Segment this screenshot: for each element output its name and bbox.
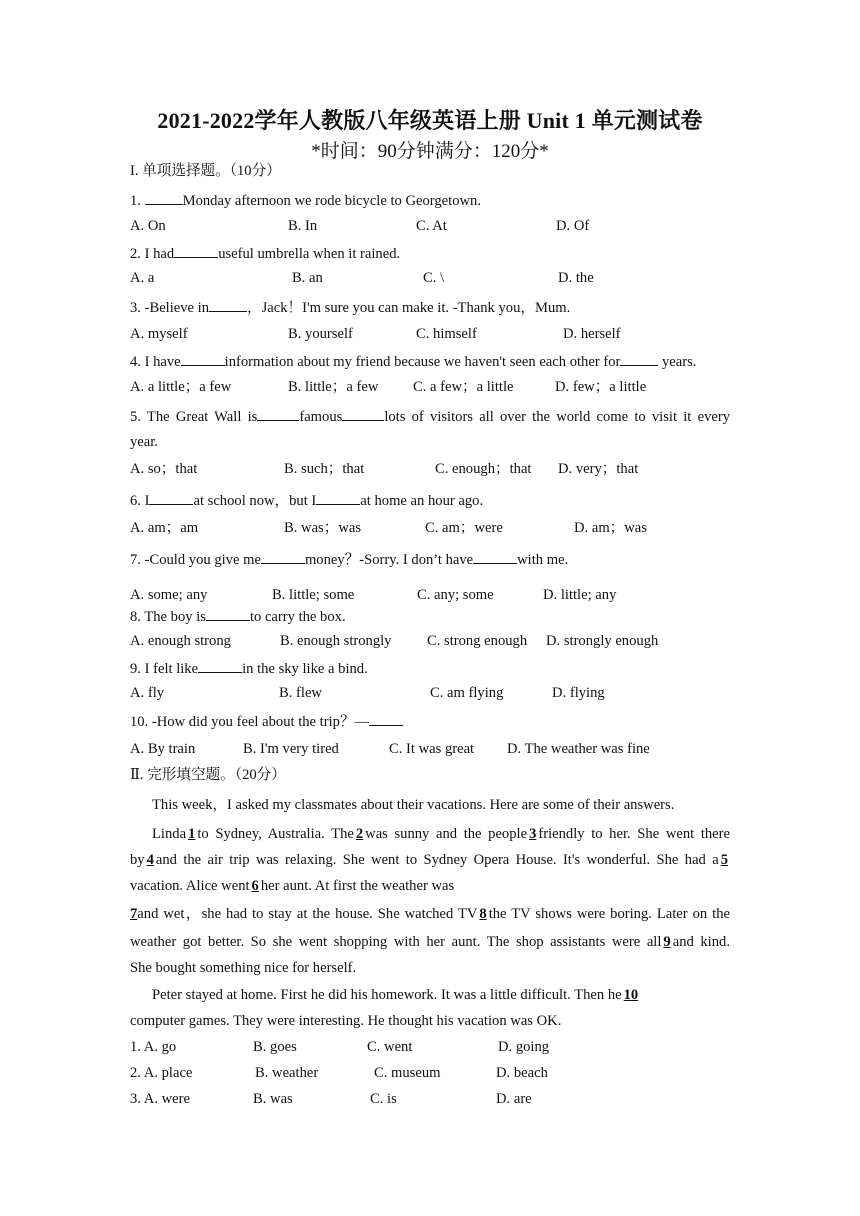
q2-option-a: A. a xyxy=(130,270,155,286)
question-8: 8. The boy is to carry the box. xyxy=(130,606,346,626)
q3-option-c: C. himself xyxy=(416,326,477,342)
q9-option-b: B. flew xyxy=(279,685,322,701)
cloze-q1-option-a: 1. A. go xyxy=(130,1039,177,1055)
cloze-q3-option-b: B. was xyxy=(253,1091,293,1107)
q1-option-b: B. In xyxy=(288,218,318,234)
question-5-continued: year. xyxy=(130,434,158,450)
question-4: 4. I have information about my friend because we haven't seen each other for years. xyxy=(130,351,696,371)
q4-option-d: D. few；a little xyxy=(555,379,647,395)
q6-option-b: B. was；was xyxy=(284,520,362,536)
q8-option-a: A. enough strong xyxy=(130,633,231,649)
q10-option-d: D. The weather was fine xyxy=(507,741,650,757)
q7-option-a: A. some; any xyxy=(130,587,208,603)
cloze-q3-option-a: 3. A. were xyxy=(130,1091,190,1107)
q2-option-d: D. the xyxy=(558,270,594,286)
q5-option-d: D. very；that xyxy=(558,461,639,477)
cloze-q2-option-c: C. museum xyxy=(374,1065,441,1081)
question-6: 6. I at school now，but I at home an hour ago. xyxy=(130,490,483,510)
q6-option-c: C. am；were xyxy=(425,520,503,536)
page-subtitle: *时间：90分钟满分：120分* xyxy=(311,141,549,162)
q8-option-b: B. enough strongly xyxy=(280,633,392,649)
section1-heading: I. 单项选择题。（10分） xyxy=(130,163,281,179)
q10-option-c: C. It was great xyxy=(389,741,475,757)
cloze-q2-option-b: B. weather xyxy=(255,1065,319,1081)
q2-option-c: C. \ xyxy=(423,270,445,286)
question-7: 7. -Could you give me money？-Sorry. I don’t have with me. xyxy=(130,549,568,569)
q5-option-c: C. enough；that xyxy=(435,461,532,477)
passage-intro: This week，I asked my classmates about their vacations. Here are some of their answers. xyxy=(152,797,675,813)
passage-line-4: 7and wet，she had to stay at the house. She watched TV 8 the TV shows were boring. Later on the xyxy=(130,906,730,922)
q1-option-a: A. On xyxy=(130,218,166,234)
passage-line-7: Peter stayed at home. First he did his homework. It was a little difficult. Then he 10 xyxy=(152,987,639,1003)
passage-line-1: Linda 1 to Sydney, Australia. The 2 was sunny and the people 3 friendly to her. She went there xyxy=(152,826,730,842)
q4-option-b: B. little；a few xyxy=(288,379,379,395)
question-2: 2. I had useful umbrella when it rained. xyxy=(130,243,400,263)
q6-option-a: A. am；am xyxy=(130,520,199,536)
passage-line-5: weather got better. So she went shopping with her aunt. The shop assistants were all 9 and kind. xyxy=(130,934,730,950)
section2-heading: Ⅱ. 完形填空题。（20分） xyxy=(130,767,286,783)
q3-option-a: A. myself xyxy=(130,326,188,342)
question-3: 3. -Believe in ，Jack！I'm sure you can make it. -Thank you，Mum. xyxy=(130,297,570,317)
q1-option-c: C. At xyxy=(416,218,447,234)
cloze-q3-option-c: C. is xyxy=(370,1091,397,1107)
q3-option-d: D. herself xyxy=(563,326,621,342)
q5-option-a: A. so；that xyxy=(130,461,198,477)
q8-option-c: C. strong enough xyxy=(427,633,528,649)
question-9: 9. I felt like in the sky like a bind. xyxy=(130,658,368,678)
q4-option-c: C. a few；a little xyxy=(413,379,514,395)
q7-option-d: D. little; any xyxy=(543,587,617,603)
q1-option-d: D. Of xyxy=(556,218,590,234)
cloze-q1-option-b: B. goes xyxy=(253,1039,297,1055)
q9-option-c: C. am flying xyxy=(430,685,504,701)
q4-option-a: A. a little；a few xyxy=(130,379,232,395)
cloze-q2-option-d: D. beach xyxy=(496,1065,548,1081)
q9-option-d: D. flying xyxy=(552,685,605,701)
passage-line-3: vacation. Alice went 6 her aunt. At first the weather was xyxy=(130,878,455,894)
page-title: 2021-2022学年人教版八年级英语上册 Unit 1 单元测试卷 xyxy=(157,108,703,133)
q3-option-b: B. yourself xyxy=(288,326,353,342)
cloze-q3-option-d: D. are xyxy=(496,1091,532,1107)
q5-option-b: B. such；that xyxy=(284,461,365,477)
q8-option-d: D. strongly enough xyxy=(546,633,659,649)
cloze-q1-option-c: C. went xyxy=(367,1039,413,1055)
question-5: 5. The Great Wall is famous lots of visitors all over the world come to visit it every xyxy=(130,406,730,426)
cloze-q2-option-a: 2. A. place xyxy=(130,1065,193,1081)
q10-option-a: A. By train xyxy=(130,741,196,757)
passage-line-8: computer games. They were interesting. He thought his vacation was OK. xyxy=(130,1013,562,1029)
cloze-q1-option-d: D. going xyxy=(498,1039,550,1055)
q6-option-d: D. am；was xyxy=(574,520,647,536)
q7-option-c: C. any; some xyxy=(417,587,494,603)
q7-option-b: B. little; some xyxy=(272,587,355,603)
passage-line-2: by 4 and the air trip was relaxing. She went to Sydney Opera House. It's wonderful. She had a 5 xyxy=(130,852,728,868)
passage-line-6: She bought something nice for herself. xyxy=(130,960,357,976)
q9-option-a: A. fly xyxy=(130,685,165,701)
question-10: 10. -How did you feel about the trip？— xyxy=(130,711,403,731)
q2-option-b: B. an xyxy=(292,270,323,286)
question-1: 1. Monday afternoon we rode bicycle to Georgetown. xyxy=(130,190,481,210)
q10-option-b: B. I'm very tired xyxy=(243,741,339,757)
